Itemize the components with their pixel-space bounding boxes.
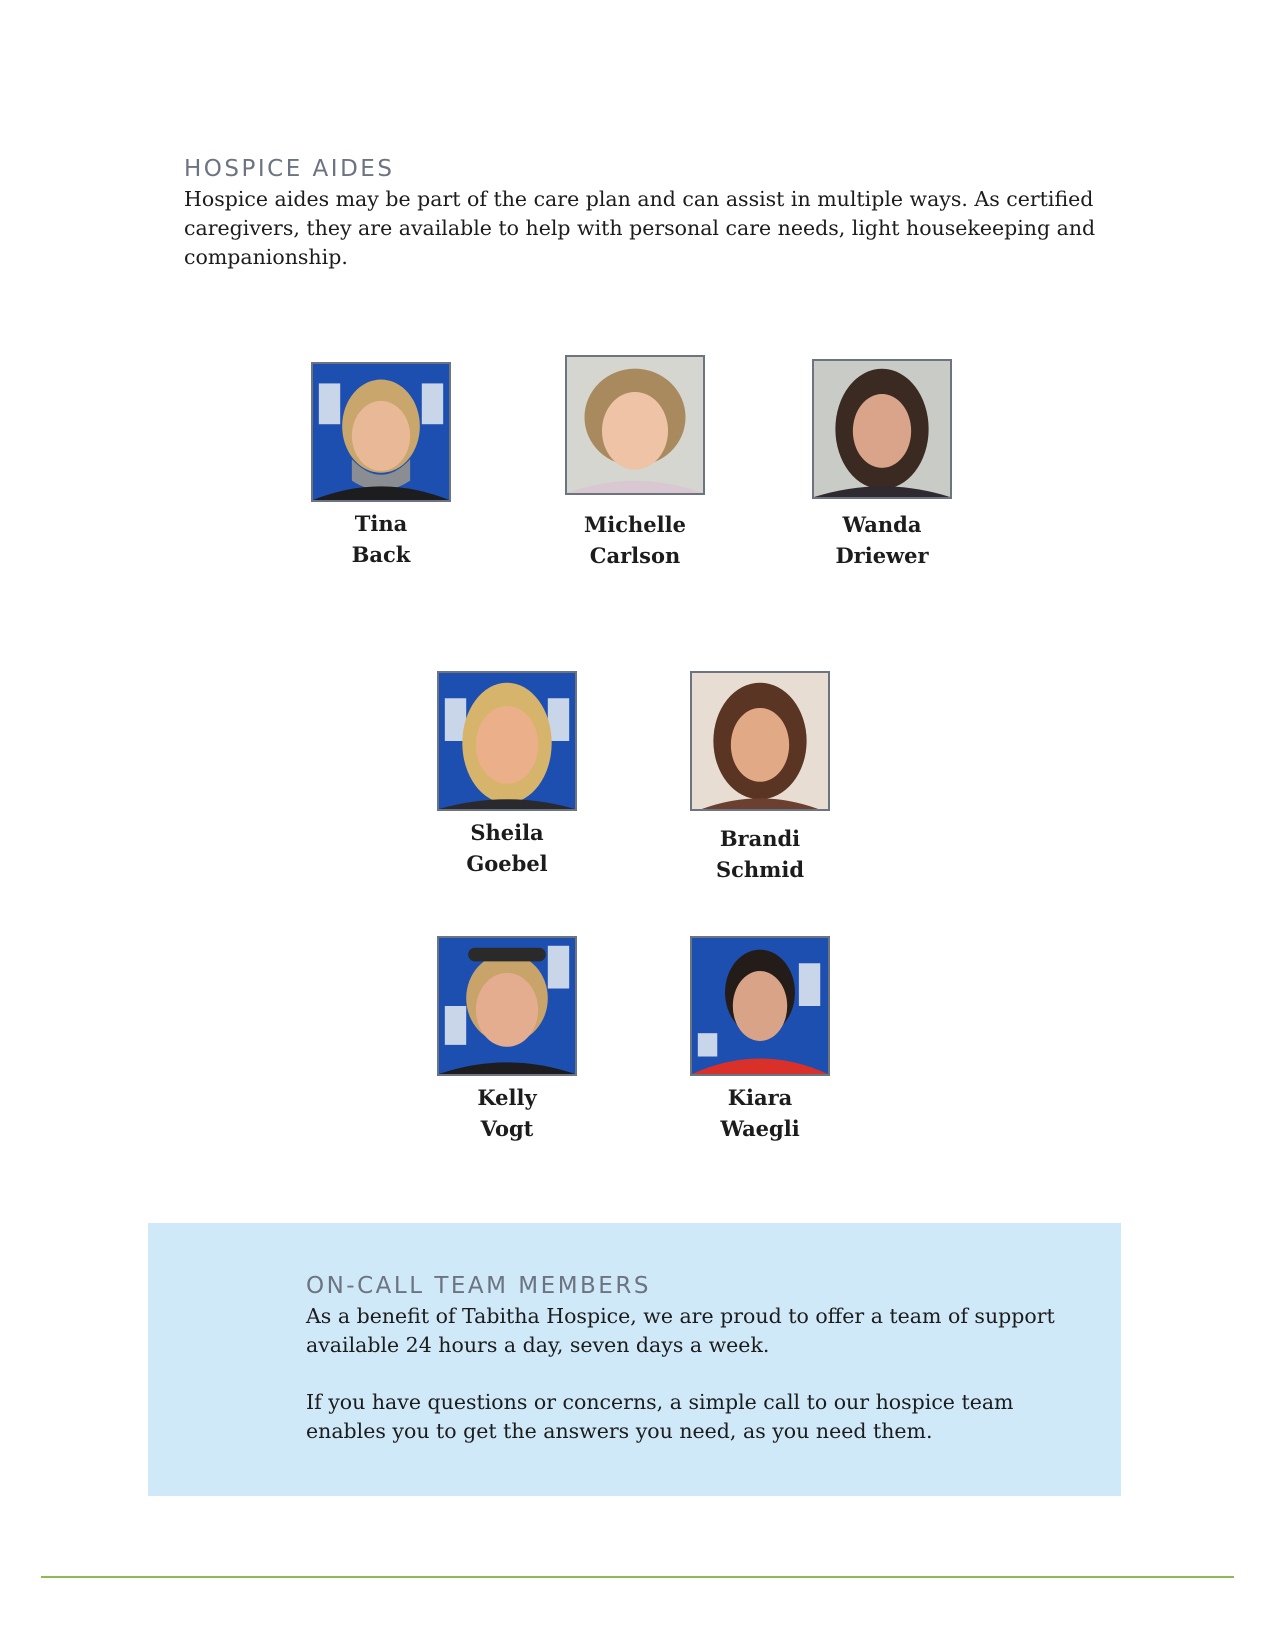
team-member-card [660, 936, 860, 1144]
portrait-photo [437, 936, 577, 1076]
member-last-name: Back [351, 542, 411, 567]
member-name [535, 509, 735, 571]
on-call-paragraph: If you have questions or concerns, a simple call to our hospice team enables you to get the answers you need, as you need them. [306, 1390, 1014, 1443]
portrait-photo [690, 671, 830, 811]
portrait-photo [437, 671, 577, 811]
portrait-photo [690, 936, 830, 1076]
hospice-aides-intro: Hospice aides may be part of the care plan and can assist in multiple ways. As certified caregivers, they are available to help with personal care needs, light housekeeping and companionship. [184, 187, 1096, 269]
member-first-name: Tina [354, 511, 408, 536]
team-member-card [782, 359, 982, 571]
on-call-callout [148, 1223, 1121, 1496]
portrait-photo [311, 362, 451, 502]
team-member-card [281, 362, 481, 570]
team-member-card [407, 671, 607, 879]
portrait-photo [812, 359, 952, 499]
member-last-name: Driewer [835, 543, 929, 568]
portrait-photo [565, 355, 705, 495]
member-name [281, 508, 481, 570]
member-last-name: Carlson [589, 543, 681, 568]
team-member-card [407, 936, 607, 1144]
member-first-name: Kiara [727, 1085, 793, 1110]
member-name [660, 823, 860, 885]
member-name [407, 1082, 607, 1144]
on-call-heading: ON-CALL TEAM MEMBERS [306, 1273, 651, 1299]
member-first-name: Kelly [477, 1085, 537, 1110]
member-first-name: Sheila [470, 820, 544, 845]
hospice-aides-heading: HOSPICE AIDES [184, 156, 395, 182]
member-name [407, 817, 607, 879]
member-last-name: Waegli [720, 1116, 800, 1141]
member-name [782, 509, 982, 571]
member-name [660, 1082, 860, 1144]
member-first-name: Brandi [719, 826, 801, 851]
on-call-paragraph: As a benefit of Tabitha Hospice, we are proud to offer a team of support available 24 hours a day, seven days a week. [306, 1304, 1055, 1357]
member-last-name: Vogt [480, 1116, 534, 1141]
footer-divider [41, 1576, 1234, 1578]
member-last-name: Goebel [466, 851, 548, 876]
team-member-card [660, 671, 860, 885]
member-first-name: Wanda [842, 512, 922, 537]
team-member-card [535, 355, 735, 571]
member-last-name: Schmid [715, 857, 805, 882]
member-first-name: Michelle [584, 512, 686, 537]
